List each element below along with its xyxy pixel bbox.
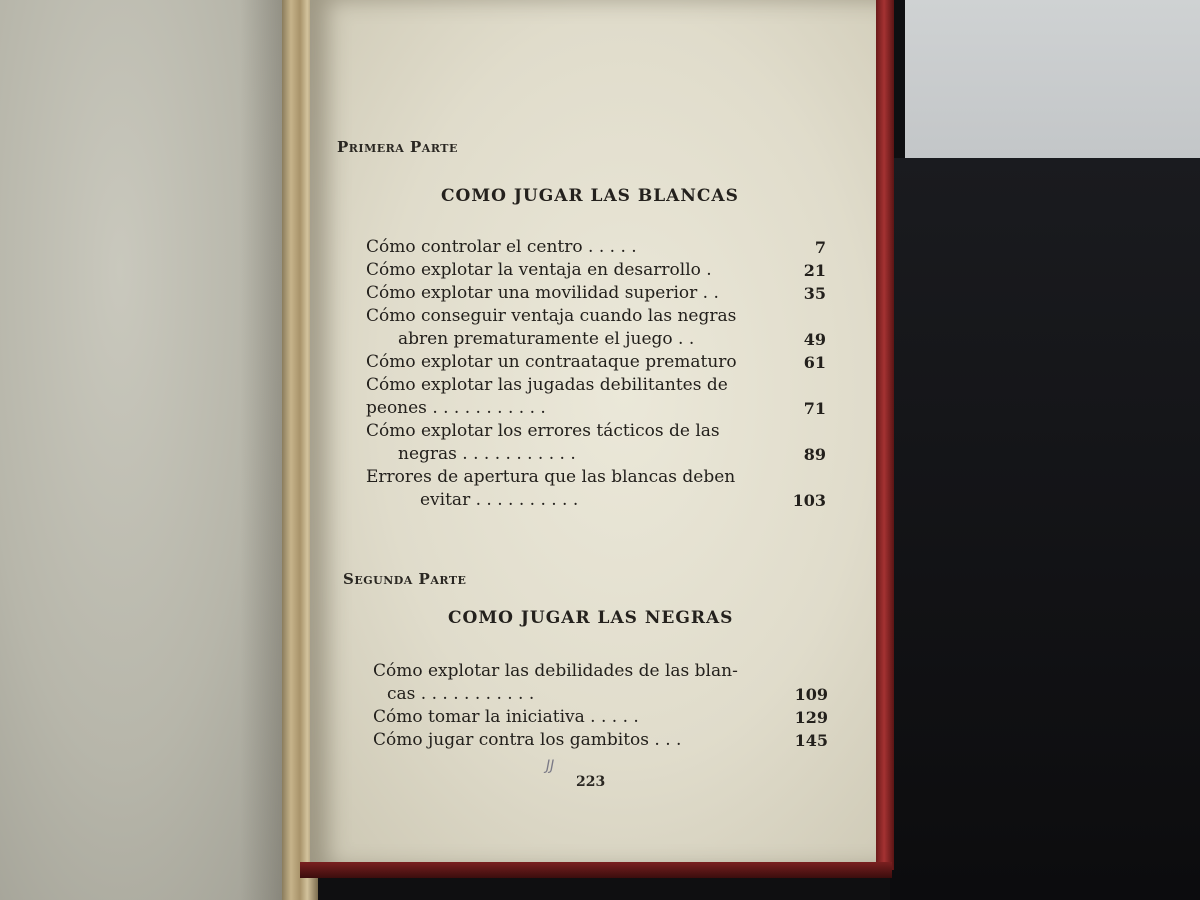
- toc-entry: [366, 282, 826, 305]
- toc-entry-line: Cómo conseguir ventaja cuando las negras: [366, 306, 737, 326]
- toc-entry-line: cas . . . . . . . . . . .: [387, 684, 535, 704]
- toc-entry-line: Cómo controlar el centro . . . . .: [366, 237, 637, 257]
- toc-entry-line: Cómo tomar la iniciativa . . . . .: [373, 707, 639, 727]
- part-two-title: COMO JUGAR LAS NEGRAS: [448, 608, 734, 628]
- toc-part-two: [373, 660, 828, 752]
- toc-page-number: 49: [803, 330, 826, 349]
- toc-entry-line: Cómo explotar los errores tácticos de las: [366, 421, 720, 441]
- part-one-label: Primera Parte: [337, 138, 458, 156]
- toc-entry-line: abren prematuramente el juego . .: [398, 329, 695, 349]
- toc-entry-line: Cómo explotar las jugadas debilitantes de: [366, 375, 728, 395]
- red-cover-bottom: [300, 862, 892, 878]
- toc-entry: [366, 305, 826, 351]
- toc-page-number: 103: [792, 491, 826, 510]
- toc-entry-line: Cómo explotar un contraataque prematuro: [366, 352, 737, 372]
- toc-entry: [366, 466, 826, 512]
- toc-entry-line: Errores de apertura que las blancas deben: [366, 467, 736, 487]
- red-cover-edge: [876, 0, 894, 870]
- toc-page-number: 129: [794, 708, 828, 727]
- background-white-card: [905, 0, 1200, 158]
- toc-page-number: 61: [803, 353, 826, 372]
- toc-entry: [366, 420, 826, 466]
- toc-entry-line: peones . . . . . . . . . . .: [366, 398, 546, 418]
- part-two-label: Segunda Parte: [343, 570, 467, 588]
- toc-entry: [366, 374, 826, 420]
- toc-entry: [366, 351, 826, 374]
- toc-entry: [366, 259, 826, 282]
- page-folio: 223: [576, 774, 606, 790]
- toc-entry-line: Cómo explotar una movilidad superior . .: [366, 283, 719, 303]
- toc-page-number: 21: [803, 261, 826, 280]
- toc-page-number: 109: [794, 685, 828, 704]
- toc-entry-line: Cómo explotar las debilidades de las blan-: [373, 661, 738, 681]
- part-one-title: COMO JUGAR LAS BLANCAS: [441, 186, 739, 206]
- background-dark-surface: [890, 158, 1200, 900]
- pencil-mark: JJ: [546, 758, 555, 774]
- left-page: [0, 0, 300, 900]
- toc-entry: [373, 660, 828, 706]
- toc-page-number: 145: [794, 731, 828, 750]
- toc-page-number: 35: [803, 284, 826, 303]
- toc-page-number: 71: [803, 399, 826, 418]
- toc-entry: [373, 729, 828, 752]
- toc-page-number: 89: [803, 445, 826, 464]
- toc-entry-line: evitar . . . . . . . . . .: [420, 490, 579, 510]
- toc-entry: [366, 236, 826, 259]
- toc-entry-line: Cómo explotar la ventaja en desarrollo .: [366, 260, 712, 280]
- toc-entry-line: negras . . . . . . . . . . .: [398, 444, 576, 464]
- toc-part-one: [366, 236, 826, 512]
- toc-page-number: 7: [814, 238, 826, 257]
- toc-entry-line: Cómo jugar contra los gambitos . . .: [373, 730, 682, 750]
- toc-entry: [373, 706, 828, 729]
